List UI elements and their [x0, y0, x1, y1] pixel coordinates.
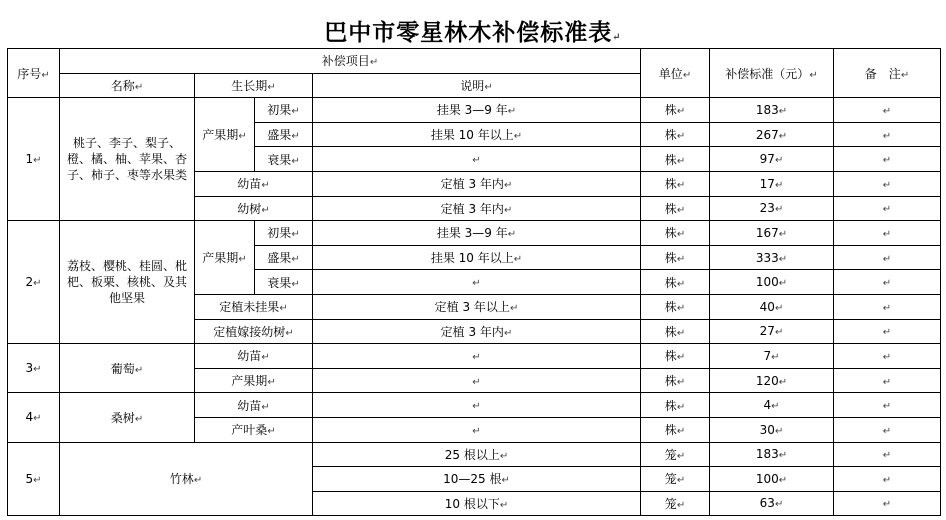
group-name: 荔枝、樱桃、桂圆、枇杷、板栗、核桃、及其他坚果: [60, 221, 195, 344]
desc-cell: ↵: [313, 270, 641, 295]
desc-cell: ↵: [313, 368, 641, 393]
table-row: [8, 221, 941, 246]
desc-cell: ↵: [313, 344, 641, 369]
unit-cell: 株↵: [641, 196, 710, 221]
desc-cell: 挂果 10 年以上↵: [313, 122, 641, 147]
header-project: 补偿项目↵: [60, 49, 641, 74]
unit-cell: 株↵: [641, 270, 710, 295]
desc-cell: 10 根以下↵: [313, 491, 641, 516]
value-cell: 17↵: [710, 171, 834, 196]
unit-cell: 株↵: [641, 147, 710, 172]
period-cell: 盛果↵: [255, 245, 313, 270]
remark-cell: ↵: [834, 122, 941, 147]
fruit-period-label: 产果期↵: [195, 221, 255, 295]
period-cell: 产叶桑↵: [195, 417, 313, 442]
value-cell: 23↵: [710, 196, 834, 221]
period-cell: 衰果↵: [255, 147, 313, 172]
group-seq: 4↵: [8, 393, 60, 442]
header-row: [8, 49, 941, 74]
desc-cell: ↵: [313, 393, 641, 418]
unit-cell: 株↵: [641, 221, 710, 246]
unit-cell: 株↵: [641, 245, 710, 270]
value-cell: 183↵: [710, 442, 834, 467]
remark-cell: ↵: [834, 196, 941, 221]
unit-cell: 株↵: [641, 417, 710, 442]
value-cell: 100↵: [710, 270, 834, 295]
remark-cell: ↵: [834, 491, 941, 516]
compensation-table: [7, 48, 941, 516]
remark-cell: ↵: [834, 368, 941, 393]
group-name: 桃子、李子、梨子、橙、橘、柚、苹果、杏子、柿子、枣等水果类: [60, 98, 195, 221]
remark-cell: ↵: [834, 171, 941, 196]
desc-cell: ↵: [313, 147, 641, 172]
value-cell: 100↵: [710, 467, 834, 492]
remark-cell: ↵: [834, 467, 941, 492]
group-seq: 5↵: [8, 442, 60, 516]
table-row: [8, 442, 941, 467]
remark-cell: ↵: [834, 98, 941, 123]
table-row: [8, 98, 941, 123]
unit-cell: 株↵: [641, 368, 710, 393]
period-cell: 幼苗↵: [195, 393, 313, 418]
remark-cell: ↵: [834, 245, 941, 270]
unit-cell: 株↵: [641, 393, 710, 418]
unit-cell: 笼↵: [641, 491, 710, 516]
header-unit: 单位↵: [641, 49, 710, 98]
group-seq: 1↵: [8, 98, 60, 221]
unit-cell: 株↵: [641, 344, 710, 369]
period-cell: 初果↵: [255, 98, 313, 123]
unit-cell: 株↵: [641, 171, 710, 196]
value-cell: 120↵: [710, 368, 834, 393]
remark-cell: ↵: [834, 221, 941, 246]
unit-cell: 株↵: [641, 294, 710, 319]
header-seq: 序号↵: [8, 49, 60, 98]
header-standard: 补偿标准（元）↵: [710, 49, 834, 98]
desc-cell: 挂果 3—9 年↵: [313, 221, 641, 246]
value-cell: 267↵: [710, 122, 834, 147]
desc-cell: 定植 3 年以上↵: [313, 294, 641, 319]
value-cell: 167↵: [710, 221, 834, 246]
unit-cell: 株↵: [641, 319, 710, 344]
desc-cell: 定植 3 年内↵: [313, 319, 641, 344]
unit-cell: 株↵: [641, 122, 710, 147]
desc-cell: 25 根以上↵: [313, 442, 641, 467]
page-title: 巴中市零星林木补偿标准表↵: [324, 19, 622, 46]
unit-cell: 笼↵: [641, 442, 710, 467]
remark-cell: ↵: [834, 147, 941, 172]
period-cell: 定植嫁接幼树↵: [195, 319, 313, 344]
value-cell: 4↵: [710, 393, 834, 418]
remark-cell: ↵: [834, 393, 941, 418]
remark-cell: ↵: [834, 319, 941, 344]
period-cell: 幼树↵: [195, 196, 313, 221]
group-seq: 3↵: [8, 344, 60, 393]
remark-cell: ↵: [834, 344, 941, 369]
desc-cell: 挂果 10 年以上↵: [313, 245, 641, 270]
desc-cell: ↵: [313, 417, 641, 442]
group-name: 葡萄↵: [60, 344, 195, 393]
unit-cell: 株↵: [641, 98, 710, 123]
remark-cell: ↵: [834, 442, 941, 467]
remark-cell: ↵: [834, 417, 941, 442]
period-cell: 幼苗↵: [195, 344, 313, 369]
unit-cell: 笼↵: [641, 467, 710, 492]
header-name: 名称↵: [60, 73, 195, 98]
group-name: 桑树↵: [60, 393, 195, 442]
period-cell: 幼苗↵: [195, 171, 313, 196]
value-cell: 7↵: [710, 344, 834, 369]
table-row: [8, 393, 941, 418]
table-row: [8, 344, 941, 369]
desc-cell: 挂果 3—9 年↵: [313, 98, 641, 123]
desc-cell: 定植 3 年内↵: [313, 196, 641, 221]
desc-cell: 10—25 根↵: [313, 467, 641, 492]
value-cell: 27↵: [710, 319, 834, 344]
group-name: 竹林↵: [60, 442, 313, 516]
value-cell: 63↵: [710, 491, 834, 516]
remark-cell: ↵: [834, 294, 941, 319]
header-period: 生长期↵: [195, 73, 313, 98]
period-cell: 初果↵: [255, 221, 313, 246]
period-cell: 产果期↵: [195, 368, 313, 393]
fruit-period-label: 产果期↵: [195, 98, 255, 172]
value-cell: 30↵: [710, 417, 834, 442]
header-remark: 备 注↵: [834, 49, 941, 98]
period-cell: 衰果↵: [255, 270, 313, 295]
value-cell: 333↵: [710, 245, 834, 270]
remark-cell: ↵: [834, 270, 941, 295]
value-cell: 97↵: [710, 147, 834, 172]
desc-cell: 定植 3 年内↵: [313, 171, 641, 196]
header-desc: 说明↵: [313, 73, 641, 98]
period-cell: 盛果↵: [255, 122, 313, 147]
value-cell: 183↵: [710, 98, 834, 123]
group-seq: 2↵: [8, 221, 60, 344]
value-cell: 40↵: [710, 294, 834, 319]
period-cell: 定植未挂果↵: [195, 294, 313, 319]
